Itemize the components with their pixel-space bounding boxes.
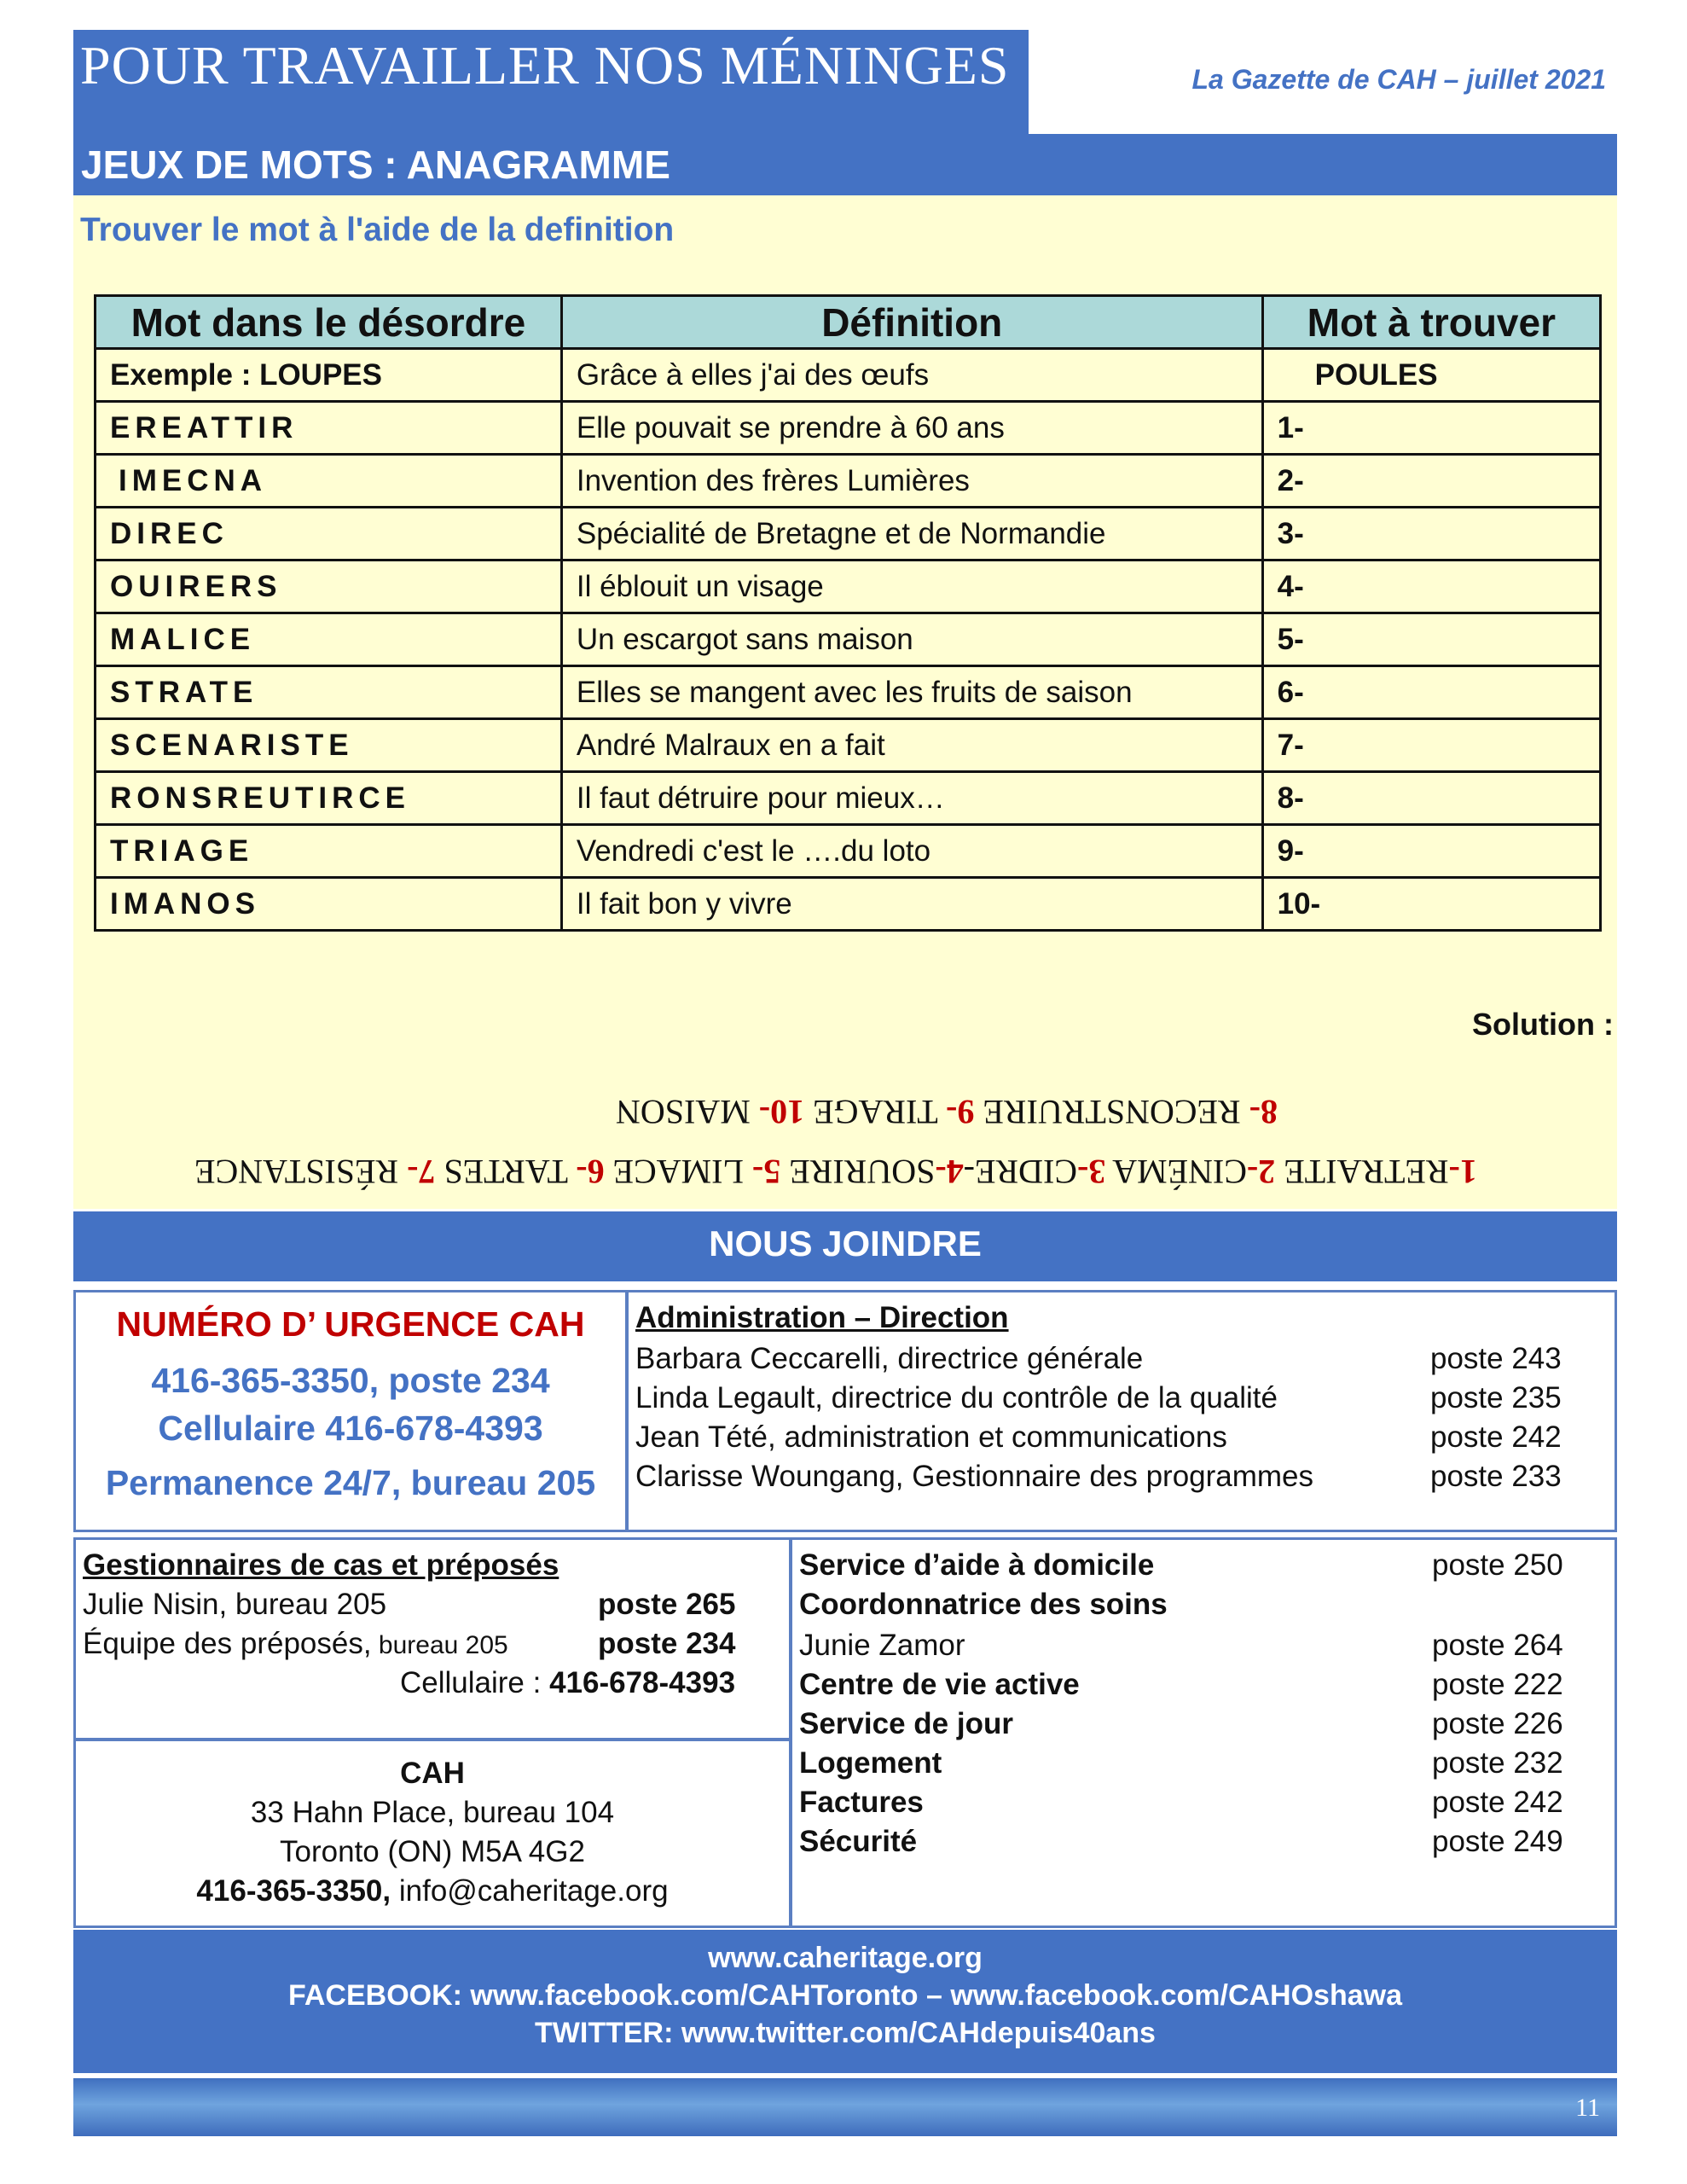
table-row bbox=[96, 455, 1601, 508]
table-row bbox=[96, 719, 1601, 772]
scrambled-word: SCENARISTE bbox=[96, 719, 562, 772]
solution-word: CIDRE- bbox=[963, 1153, 1078, 1191]
emergency-title: NUMÉRO D’ URGENCE CAH bbox=[116, 1304, 585, 1344]
solution-number: 9- bbox=[946, 1093, 975, 1131]
answer-slot: 7- bbox=[1262, 719, 1600, 772]
service-extension: poste 226 bbox=[1432, 1707, 1563, 1740]
service-extension: poste 242 bbox=[1432, 1786, 1563, 1819]
emergency-phone: 416-365-3350, poste 234 bbox=[151, 1361, 550, 1400]
admin-person: Linda Legault, directrice du contrôle de la qualité bbox=[635, 1381, 1278, 1414]
definition: Elles se mangent avec les fruits de saison bbox=[561, 666, 1262, 719]
definition: Invention des frères Lumières bbox=[561, 455, 1262, 508]
answer-slot: 2- bbox=[1262, 455, 1600, 508]
solution-number: 8- bbox=[1249, 1093, 1278, 1131]
answer-slot: 1- bbox=[1262, 402, 1600, 455]
contact-bar bbox=[73, 1211, 1617, 1281]
example-definition: Grâce à elles j'ai des œufs bbox=[561, 349, 1262, 402]
answer-slot: 10- bbox=[1262, 878, 1600, 931]
contact-title: NOUS JOINDRE bbox=[709, 1223, 982, 1263]
service-extension: poste 232 bbox=[1432, 1746, 1563, 1780]
service-person: Junie Zamor bbox=[799, 1629, 965, 1662]
case-managers-box bbox=[73, 1537, 791, 1740]
section-title: JEUX DE MOTS : ANAGRAMME bbox=[81, 142, 670, 187]
solution-word: TARTES bbox=[435, 1153, 577, 1191]
services-box bbox=[790, 1537, 1617, 1928]
cah-address-box bbox=[73, 1739, 791, 1928]
table-row bbox=[96, 508, 1601, 561]
admin-extension: poste 243 bbox=[1430, 1342, 1562, 1375]
website-link[interactable]: www.caheritage.org bbox=[708, 1942, 983, 1974]
page-number: 11 bbox=[1575, 2094, 1600, 2122]
service-name: Service de jour bbox=[799, 1707, 1013, 1740]
service-name: Factures bbox=[799, 1786, 924, 1819]
team-office: bureau 205 bbox=[371, 1631, 508, 1659]
definition: Spécialité de Bretagne et de Normandie bbox=[561, 508, 1262, 561]
solution-word: RÉSISTANCE bbox=[194, 1153, 408, 1191]
cell-number: 416-678-4393 bbox=[549, 1666, 736, 1699]
scrambled-word: RONSREUTIRCE bbox=[96, 772, 562, 825]
table-row bbox=[96, 613, 1601, 666]
table-row bbox=[96, 666, 1601, 719]
page-title: POUR TRAVAILLER NOS MÉNINGES bbox=[80, 35, 1010, 96]
answer-slot: 4- bbox=[1262, 561, 1600, 613]
admin-person: Barbara Ceccarelli, directrice générale bbox=[635, 1342, 1144, 1375]
facebook-links[interactable]: FACEBOOK: www.facebook.com/CAHToronto – www.facebook.com/CAHOshawa bbox=[287, 1979, 1402, 2012]
manager-julie-extension: poste 265 bbox=[598, 1588, 736, 1621]
manager-julie: Julie Nisin, bureau 205 bbox=[83, 1588, 387, 1621]
admin-extension: poste 242 bbox=[1430, 1420, 1562, 1454]
scrambled-word: DIREC bbox=[96, 508, 562, 561]
table-row bbox=[96, 878, 1601, 931]
solution-number: 10- bbox=[758, 1093, 805, 1131]
admin-person: Jean Tété, administration et communications bbox=[635, 1420, 1227, 1454]
cah-email[interactable]: info@caheritage.org bbox=[391, 1874, 669, 1908]
gazette-date: La Gazette de CAH – juillet 2021 bbox=[1191, 64, 1606, 95]
scrambled-word: EREATTIR bbox=[96, 402, 562, 455]
definition: Un escargot sans maison bbox=[561, 613, 1262, 666]
scrambled-word: MALICE bbox=[96, 613, 562, 666]
web-links-bar bbox=[73, 1930, 1617, 2073]
service-name: Centre de vie active bbox=[799, 1668, 1080, 1701]
solution-number: 7- bbox=[407, 1153, 436, 1191]
table-row bbox=[96, 772, 1601, 825]
definition: Il faut détruire pour mieux… bbox=[561, 772, 1262, 825]
answer-slot: 6- bbox=[1262, 666, 1600, 719]
admin-person: Clarisse Woungang, Gestionnaire des programmes bbox=[635, 1460, 1314, 1493]
answer-slot: 9- bbox=[1262, 825, 1600, 878]
definition: Il éblouit un visage bbox=[561, 561, 1262, 613]
solution-number: 6- bbox=[576, 1153, 605, 1191]
admin-box bbox=[626, 1290, 1617, 1532]
definition: Il fait bon y vivre bbox=[561, 878, 1262, 931]
managers-heading: Gestionnaires de cas et préposés bbox=[83, 1548, 559, 1582]
scrambled-word: STRATE bbox=[96, 666, 562, 719]
cah-address-line-2: Toronto (ON) M5A 4G2 bbox=[280, 1835, 585, 1868]
solution-word: RECONSTRUIRE bbox=[974, 1093, 1249, 1131]
table-row bbox=[96, 561, 1601, 613]
solution-number: 2- bbox=[1246, 1153, 1276, 1191]
cah-name: CAH bbox=[400, 1757, 465, 1790]
bottom-band bbox=[73, 2078, 1617, 2136]
definition: André Malraux en a fait bbox=[561, 719, 1262, 772]
service-extension: poste 222 bbox=[1432, 1668, 1563, 1701]
service-name: Service d’aide à domicile bbox=[799, 1548, 1155, 1582]
solution-label: Solution : bbox=[1472, 1007, 1614, 1042]
table-header-row bbox=[96, 296, 1601, 349]
scrambled-word: OUIRERS bbox=[96, 561, 562, 613]
service-extension: poste 249 bbox=[1432, 1825, 1563, 1858]
admin-heading: Administration – Direction bbox=[635, 1301, 1009, 1334]
admin-extension: poste 235 bbox=[1430, 1381, 1562, 1414]
section-bar bbox=[73, 134, 1617, 195]
cell-label: Cellulaire : bbox=[400, 1666, 550, 1699]
admin-extension: poste 233 bbox=[1430, 1460, 1562, 1493]
section-subtitle: Trouver le mot à l'aide de la definition bbox=[80, 212, 675, 248]
solution-number: 5- bbox=[751, 1153, 781, 1191]
emergency-box bbox=[73, 1290, 628, 1532]
cah-phone: 416-365-3350, bbox=[196, 1874, 391, 1908]
solution-word: SOURIRE bbox=[780, 1153, 936, 1191]
solution-word: MAISON bbox=[616, 1093, 759, 1131]
solution-number: 4- bbox=[935, 1153, 964, 1191]
definition: Elle pouvait se prendre à 60 ans bbox=[561, 402, 1262, 455]
emergency-permanence: Permanence 24/7, bureau 205 bbox=[105, 1463, 596, 1502]
service-name: Logement bbox=[799, 1746, 942, 1780]
service-extension: poste 250 bbox=[1432, 1548, 1563, 1582]
solution-line-upside-down-1 bbox=[324, 1092, 1569, 1132]
solution-word: RETRAITE bbox=[1275, 1153, 1449, 1191]
scrambled-word: IMANOS bbox=[96, 878, 562, 931]
answer-slot: 5- bbox=[1262, 613, 1600, 666]
example-word: Exemple : LOUPES bbox=[96, 349, 562, 402]
cah-address-line-1: 33 Hahn Place, bureau 104 bbox=[250, 1796, 615, 1829]
example-answer: POULES bbox=[1262, 349, 1600, 402]
solution-word: TIRAGE bbox=[804, 1093, 947, 1131]
solution-number: 3- bbox=[1077, 1153, 1106, 1191]
header-answer: Mot à trouver bbox=[1262, 296, 1600, 349]
definition: Vendredi c'est le ….du loto bbox=[561, 825, 1262, 878]
answer-slot: 8- bbox=[1262, 772, 1600, 825]
header-scrambled: Mot dans le désordre bbox=[96, 296, 562, 349]
answer-slot: 3- bbox=[1262, 508, 1600, 561]
table-row bbox=[96, 402, 1601, 455]
team-label: Équipe des préposés, bbox=[83, 1627, 372, 1660]
team-extension: poste 234 bbox=[598, 1627, 736, 1660]
solution-line-upside-down-2 bbox=[171, 1152, 1501, 1192]
service-extension: poste 264 bbox=[1432, 1629, 1563, 1662]
scrambled-word: TRIAGE bbox=[96, 825, 562, 878]
solution-word: CINÉMA bbox=[1105, 1153, 1247, 1191]
service-name: Sécurité bbox=[799, 1825, 918, 1858]
service-name: Coordonnatrice des soins bbox=[799, 1588, 1168, 1621]
emergency-cell: Cellulaire 416-678-4393 bbox=[158, 1409, 543, 1448]
header-definition: Définition bbox=[561, 296, 1262, 349]
page-title-bar bbox=[73, 30, 1029, 134]
solution-number: 1- bbox=[1448, 1153, 1477, 1191]
table-row bbox=[96, 825, 1601, 878]
scrambled-word: IMECNA bbox=[96, 455, 562, 508]
anagram-table bbox=[94, 294, 1602, 932]
twitter-link[interactable]: TWITTER: www.twitter.com/CAHdepuis40ans bbox=[535, 2017, 1156, 2049]
table-row-example bbox=[96, 349, 1601, 402]
solution-word: LIMACE bbox=[604, 1153, 752, 1191]
